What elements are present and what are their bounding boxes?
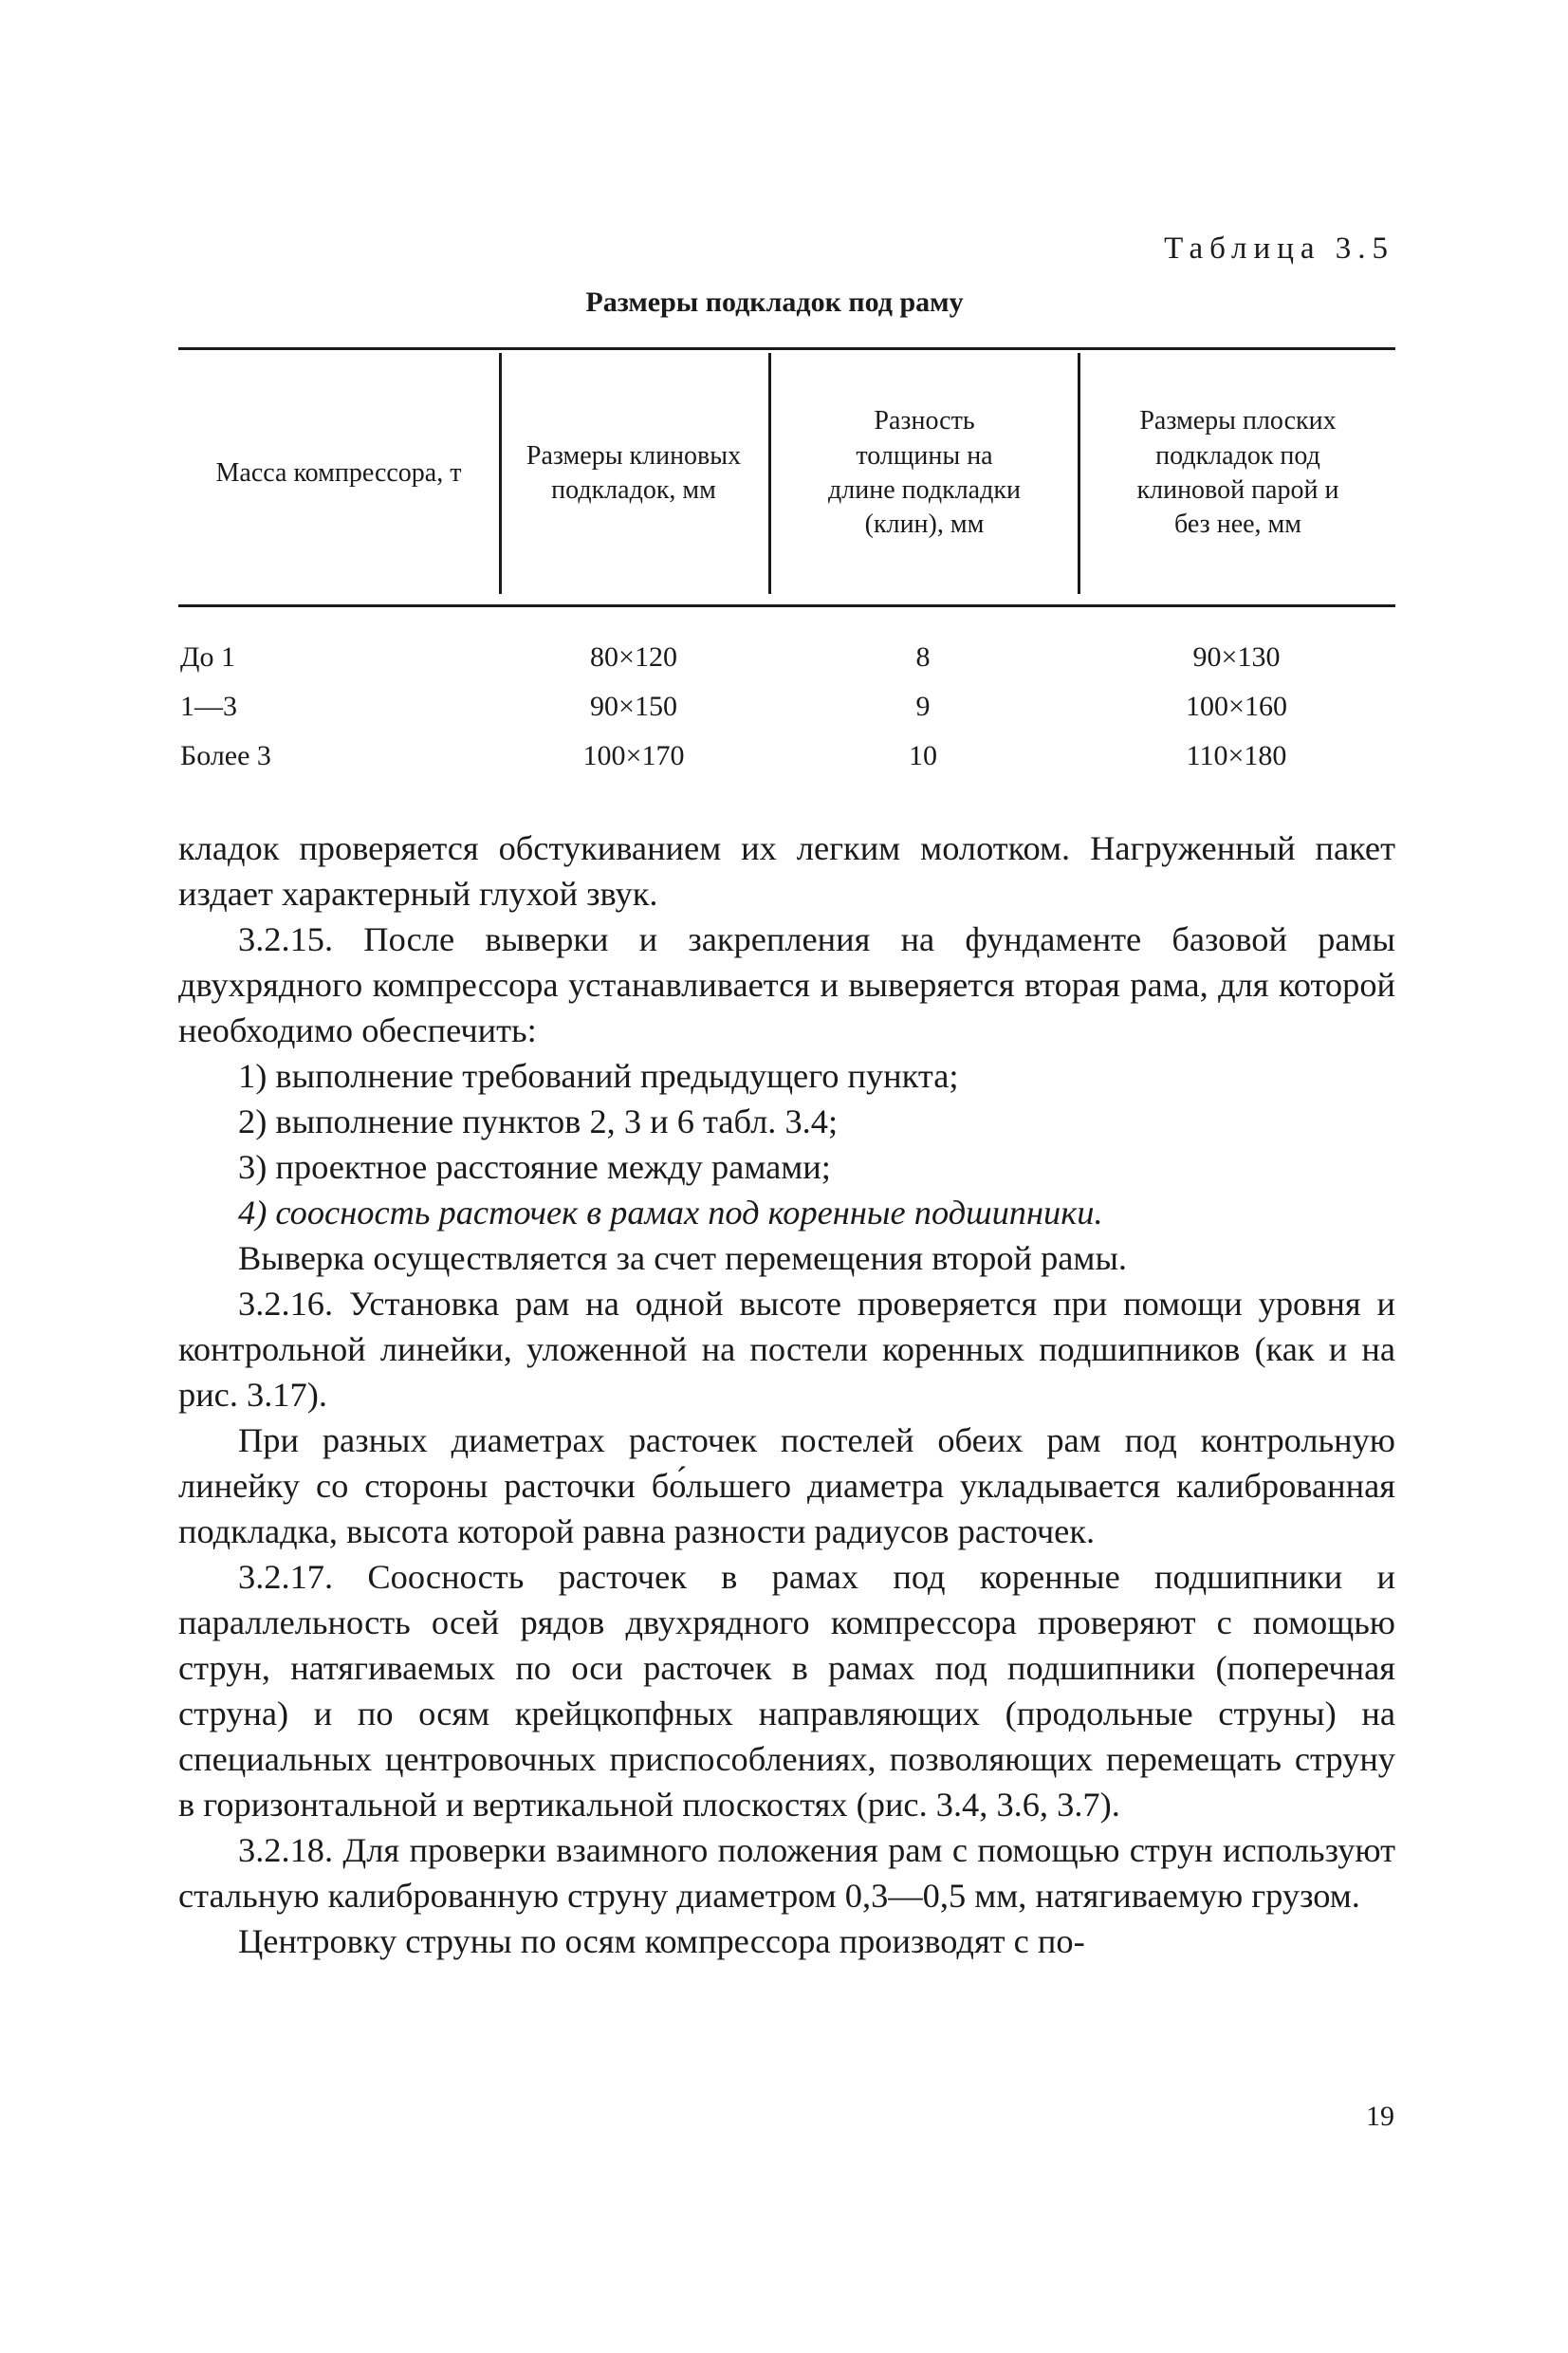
table-cell: 90×130 bbox=[1192, 641, 1281, 673]
table-bottom-rule bbox=[178, 604, 1395, 607]
paragraph: 3.2.15. После выверки и закрепления на фундаменте базовой рамы двухрядного компрессора устанавливается и выверяется вторая рама, для которой необходимо обеспечить: bbox=[178, 920, 1395, 1049]
table-cell: 8 bbox=[915, 641, 931, 673]
table-header-flat-size: Размеры плоских подкладок под клиновой парой и без нее, мм bbox=[1136, 406, 1339, 540]
list-item: 2) выполнение пунктов 2, 3 и 6 табл. 3.4; bbox=[238, 1102, 839, 1140]
table-header-mass: Масса компрессора, т bbox=[215, 457, 462, 488]
table-row bbox=[0, 740, 1568, 784]
table-cell: 100×170 bbox=[582, 740, 685, 771]
table-row bbox=[0, 691, 1568, 734]
paragraph: Центровку струны по осям компрессора производят с по- bbox=[238, 1922, 1085, 1960]
list-item: 1) выполнение требований предыдущего пункта; bbox=[238, 1057, 959, 1095]
page-number: 19 bbox=[1366, 2101, 1394, 2132]
table-top-rule bbox=[178, 347, 1395, 350]
body-text bbox=[178, 825, 1395, 1964]
table-cell: 110×180 bbox=[1186, 740, 1287, 771]
paragraph: 3.2.16. Установка рам на одной высоте проверяется при помощи уровня и контрольной линейки, уложенной на постели коренных подшипников (как и на рис. 3.17). bbox=[178, 1285, 1395, 1414]
table-cell: 10 bbox=[909, 740, 937, 771]
table-cell: Более 3 bbox=[180, 740, 271, 771]
paragraph: кладок проверяется обстукиванием их легким молотком. Нагруженный пакет издает характерный глухой звук. bbox=[178, 829, 1395, 913]
table-row bbox=[0, 641, 1568, 685]
table-cell: До 1 bbox=[180, 641, 235, 673]
paragraph: 3.2.18. Для проверки взаимного положения рам с помощью струн используют стальную калиброванную струну диаметром 0,3—0,5 мм, натягиваемую грузом. bbox=[178, 1831, 1395, 1915]
table-cell: 1—3 bbox=[180, 691, 237, 722]
table-title-text: Размеры подкладок под раму bbox=[585, 287, 964, 318]
table-label: Таблица 3.5 bbox=[1164, 232, 1394, 266]
paragraph: 3.2.17. Соосность расточек в рамах под коренные подшипники и параллельность осей рядов двухрядного компрессора проверяют с помощью струн, натягиваемых по оси расточек в рамах под подшипники (поперечная струна) и по осям крейцкопфных направляющих (продольные струны) на специальных центровочных приспособлениях, позволяющих перемещать струну в горизонтальной и вертикальной плоскостях (рис. 3.4, 3.6, 3.7). bbox=[178, 1558, 1395, 1824]
table-cell: 100×160 bbox=[1186, 691, 1287, 722]
table-cell: 80×120 bbox=[590, 641, 677, 673]
list-item: 4) соосность расточек в рамах под коренные подшипники. bbox=[238, 1194, 1103, 1232]
table-title bbox=[0, 287, 1568, 319]
table-header-thickness-difference: Разность толщины на длине подкладки (клин), мм bbox=[828, 406, 1021, 540]
table-header-wedge-size: Размеры клиновых подкладок, мм bbox=[526, 440, 742, 505]
table-cell: 9 bbox=[915, 691, 931, 722]
paragraph: Выверка осуществляется за счет перемещения второй рамы. bbox=[238, 1239, 1128, 1277]
table-cell: 90×150 bbox=[590, 691, 677, 722]
list-item: 3) проектное расстояние между рамами; bbox=[238, 1148, 831, 1186]
paragraph: При разных диаметрах расточек постелей обеих рам под контрольную линейку со стороны расточки бо́льшего диаметра укладывается калиброванная подкладка, высота которой равна разности радиусов расточек. bbox=[178, 1421, 1395, 1550]
